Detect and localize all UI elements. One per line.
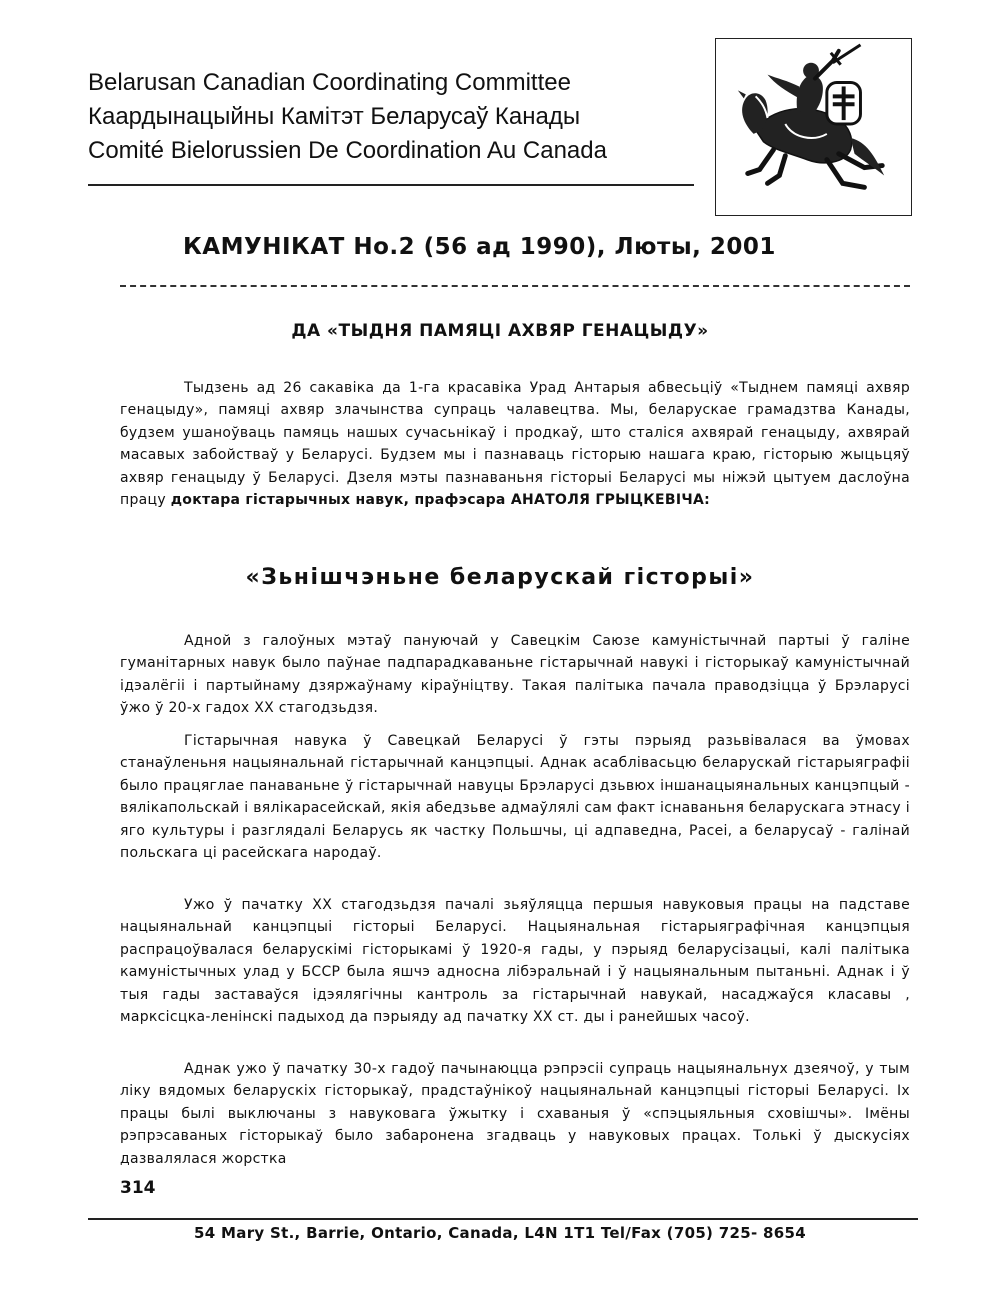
org-name-belarusian: Каардынацыйны Камітэт Беларусаў Канады [88, 103, 581, 130]
org-name-english: Belarusan Canadian Coordinating Committee [88, 69, 571, 96]
issue-title: КАМУНІКАТ Но.2 (56 ад 1990), Люты, 2001 [183, 234, 776, 260]
footer-address: 54 Mary St., Barrie, Ontario, Canada, L4N 1T1 Tel/Fax (705) 725- 8654 [194, 1224, 806, 1242]
footer-divider [88, 1218, 918, 1220]
body-paragraph-text: Аднак ужо ў пачатку 30-х гадоў пачынаюцца рэпрэсіі супраць нацыянальнух дзеячоў, у тым ліку вядомых беларускіх гісторыкаў, прадстаўнікоў нацыянальнай канцэпцыі гісторыі Беларусі. Іх працы былі выключаны з навуковага ўжытку і схаваныя ў «спэцыяльныя сховішчы». Імёны рэпрэсаваных гісторыкаў было забаронена згадваць у навуковых працах. Толькі ў дыскусіях дазвалялася жорстка [120, 1061, 910, 1167]
body-paragraph-text: Ужо ў пачатку XX стагодзьдзя пачалі зьяўляцца першыя навуковыя працы на падставе нацыянальнай канцэпцыі гісторыі Беларусі. Нацыянальная гістарыяграфічная канцэпцыя распрацоўвалася беларускімі гісторыкамі ў 1920-я гады, у пэрыяд беларусізацыі, калі палітыка камуністычных улад у БССР была яшчэ адносна лібэральнай і ў нацыянальным пытаньні. Аднак і ў тыя гады заставаўся ідэялягічны кантроль за гістарычнай навукай, насаджаўся класавы , марксісцка-ленінскі падыход да пэрыяду ад пачатку XX ст. ды і ранейшых часоў. [120, 897, 910, 1026]
section-heading: ДА «ТЫДНЯ ПАМЯЦІ АХВЯР ГЕНАЦЫДУ» [291, 321, 709, 341]
pahonia-emblem [715, 38, 912, 216]
body-paragraph [120, 1058, 910, 1170]
body-paragraph [120, 730, 910, 864]
header-divider [88, 184, 694, 186]
dashed-divider [120, 285, 910, 287]
intro-paragraph [120, 377, 910, 511]
body-paragraph-text: Гістарычная навука ў Савецкай Беларусі ў гэты пэрыяд разьвівалася ва ўмовах станаўленьня нацыянальнай гістарычнай канцэпцыі. Аднак асаблівасьцю беларускай гістарыяграфіі было працяглае панаваньне ў гістарычнай навуцы Брэларусі дзьвюх іншанацыянальных канцэпцый - вялікапольскай і вялікарасейскай, якія абедзьве адмаўлялі сам факт існаваньня беларускага этнасу і яго культуры і разглядалі Беларусь як частку Польшчы, ці адпаведна, Расеі, а беларусаў - галінай польскага ці расейскага народаў. [120, 733, 910, 862]
org-name-french: Comité Bielorussien De Coordination Au Canada [88, 137, 607, 164]
author-credit: доктара гістарычных навук, прафэсара АНАТОЛЯ ГРЫЦКЕВІЧА: [170, 492, 710, 509]
intro-text: Тыдзень ад 26 сакавіка да 1-га красавіка Урад Антарыя абвесьціў «Тыднем памяці ахвяр генацыду», памяці ахвяр злачынства супраць чалавецтва. Мы, беларускае грамадзтва Канады, будзем ушаноўваць памяць нашых сучасьнікаў і продкаў, што сталіся ахвярай генацыду, ахвярай масавых забойстваў у Беларусі. Будзем мы і пазнаваць гісторыю нашага краю, гісторыю жыцьцяў ахвяр генацыду ў Беларусі. Дзеля мэты пазнаваньня гісторыі Беларусі мы ніжэй цытуем даслоўна працу [120, 380, 910, 509]
body-paragraph [120, 630, 910, 720]
article-title: «Зьнішчэньне беларускай гісторыі» [245, 565, 755, 590]
body-paragraph-text: Адной з галоўных мэтаў пануючай у Савецкім Саюзе камуністычнай партыі ў галіне гуманітарных навук было паўнае падпарадкаваньне гістарычнай навукі і гісторыкаў камуністычнай ідэалёгіі і партыйнаму дзяржаўнаму кіраўніцтву. Такая палітыка пачала праводзіцца ў Брэларусі ўжо ў 20-х гадох XX стагодзьдзя. [120, 633, 910, 717]
body-paragraph [120, 894, 910, 1028]
organization-header [88, 66, 708, 168]
page-number: 314 [120, 1178, 156, 1198]
pahonia-knight-emblem-icon [716, 39, 911, 215]
